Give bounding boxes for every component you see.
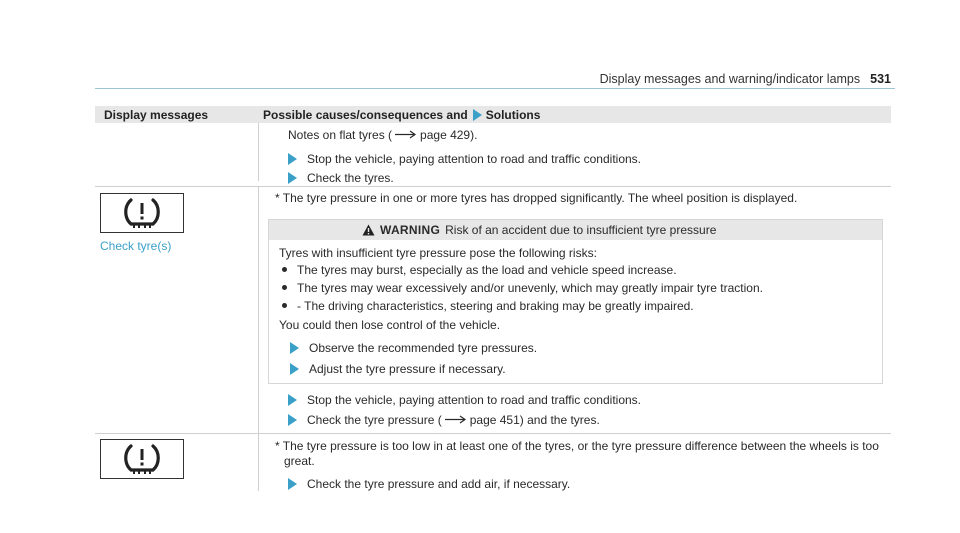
page-451-link[interactable]: page 451) and the tyres.	[469, 413, 600, 427]
step-arrow-icon	[288, 414, 297, 426]
step-text: Check the tyre pressure and add air, if necessary.	[307, 477, 571, 491]
page-header	[600, 72, 891, 86]
row1-message-cell	[95, 123, 259, 181]
row1-step-check	[268, 171, 883, 186]
list-item	[279, 279, 872, 297]
warning-box	[268, 219, 883, 384]
table-row	[95, 123, 891, 187]
row2-message-cell	[95, 187, 259, 433]
header-title: Display messages and warning/indicator lamps	[599, 72, 861, 86]
bullet-dot	[282, 303, 287, 308]
row2-cause-cell	[259, 187, 891, 433]
solution-arrow-icon	[473, 109, 482, 121]
step-arrow-icon	[288, 172, 297, 184]
step-text: Adjust the tyre pressure if necessary.	[309, 362, 506, 376]
step-text: Check the tyres.	[307, 171, 394, 185]
step-arrow-icon	[290, 342, 299, 354]
note-prefix: Notes on flat tyres (	[288, 128, 393, 142]
list-item	[279, 261, 872, 279]
note-page-link[interactable]: page 429).	[420, 128, 478, 142]
row2-cause-text: * The tyre pressure in one or more tyres has dropped significantly. The wheel position is displayed.	[275, 191, 798, 205]
bullet-text: The tyres may wear excessively and/or unevenly, which may greatly impair tyre traction.	[297, 281, 763, 295]
step-text: Stop the vehicle, paying attention to road and traffic conditions.	[307, 152, 641, 166]
bullet-text: - The driving characteristics, steering and braking may be greatly impaired.	[297, 299, 694, 313]
page-reference-arrow-icon	[445, 415, 467, 424]
col-header-solutions-text: Solutions	[485, 107, 541, 122]
row2-step-stop	[268, 393, 883, 408]
flat-tyre-note	[268, 128, 883, 143]
table-row	[95, 434, 891, 492]
bullet-dot	[282, 285, 287, 290]
tyre-pressure-icon	[120, 442, 164, 476]
col-header-causes	[262, 108, 891, 122]
bullet-text: The tyres may burst, especially as the load and vehicle speed increase.	[297, 263, 677, 277]
step-arrow-icon	[288, 478, 297, 490]
row3-cause-cell	[259, 434, 891, 492]
warning-step-adjust	[279, 362, 872, 377]
bullet-dot	[282, 267, 287, 272]
warning-header	[269, 220, 882, 240]
warning-intro: Tyres with insufficient tyre pressure pose the following risks:	[279, 246, 597, 260]
row3-cause-line1: * The tyre pressure is too low in at least one of the tyres, or the tyre pressure difference between the wheels is too	[275, 439, 879, 453]
step-text: Stop the vehicle, paying attention to road and traffic conditions.	[307, 393, 641, 407]
row1-cause-cell	[259, 123, 891, 186]
tyre-pressure-warning-lamp	[100, 439, 184, 479]
check-tyres-message: Check tyre(s)	[100, 239, 172, 253]
step2-prefix: Check the tyre pressure (	[307, 413, 442, 427]
row3-message-cell	[95, 434, 259, 491]
row3-cause-line2: great.	[284, 454, 315, 468]
warning-body	[269, 240, 882, 383]
tyre-pressure-warning-lamp	[100, 193, 184, 233]
step-arrow-icon	[288, 394, 297, 406]
tyre-pressure-icon	[120, 196, 164, 230]
row2-step-check-pressure	[268, 413, 883, 428]
step-arrow-icon	[288, 153, 297, 165]
warning-label: WARNING	[380, 223, 441, 237]
messages-table	[95, 106, 891, 492]
table-header	[95, 106, 891, 123]
row3-step-check	[268, 477, 883, 492]
warning-consequence: You could then lose control of the vehicle.	[279, 318, 501, 332]
warning-step-observe	[279, 341, 872, 356]
page-reference-arrow-icon	[395, 130, 417, 139]
page-number: 531	[870, 72, 891, 86]
table-row	[95, 187, 891, 434]
header-rule	[95, 88, 895, 89]
step-arrow-icon	[290, 363, 299, 375]
col-header-causes-text: Possible causes/consequences and	[263, 107, 468, 122]
step-text	[307, 413, 600, 428]
warning-title: Risk of an accident due to insufficient tyre pressure	[445, 223, 717, 237]
list-item	[279, 297, 872, 315]
row1-step-stop	[268, 152, 883, 167]
step-text: Observe the recommended tyre pressures.	[309, 341, 538, 355]
warning-triangle-icon	[362, 224, 375, 236]
col-header-display-messages: Display messages	[104, 107, 209, 122]
